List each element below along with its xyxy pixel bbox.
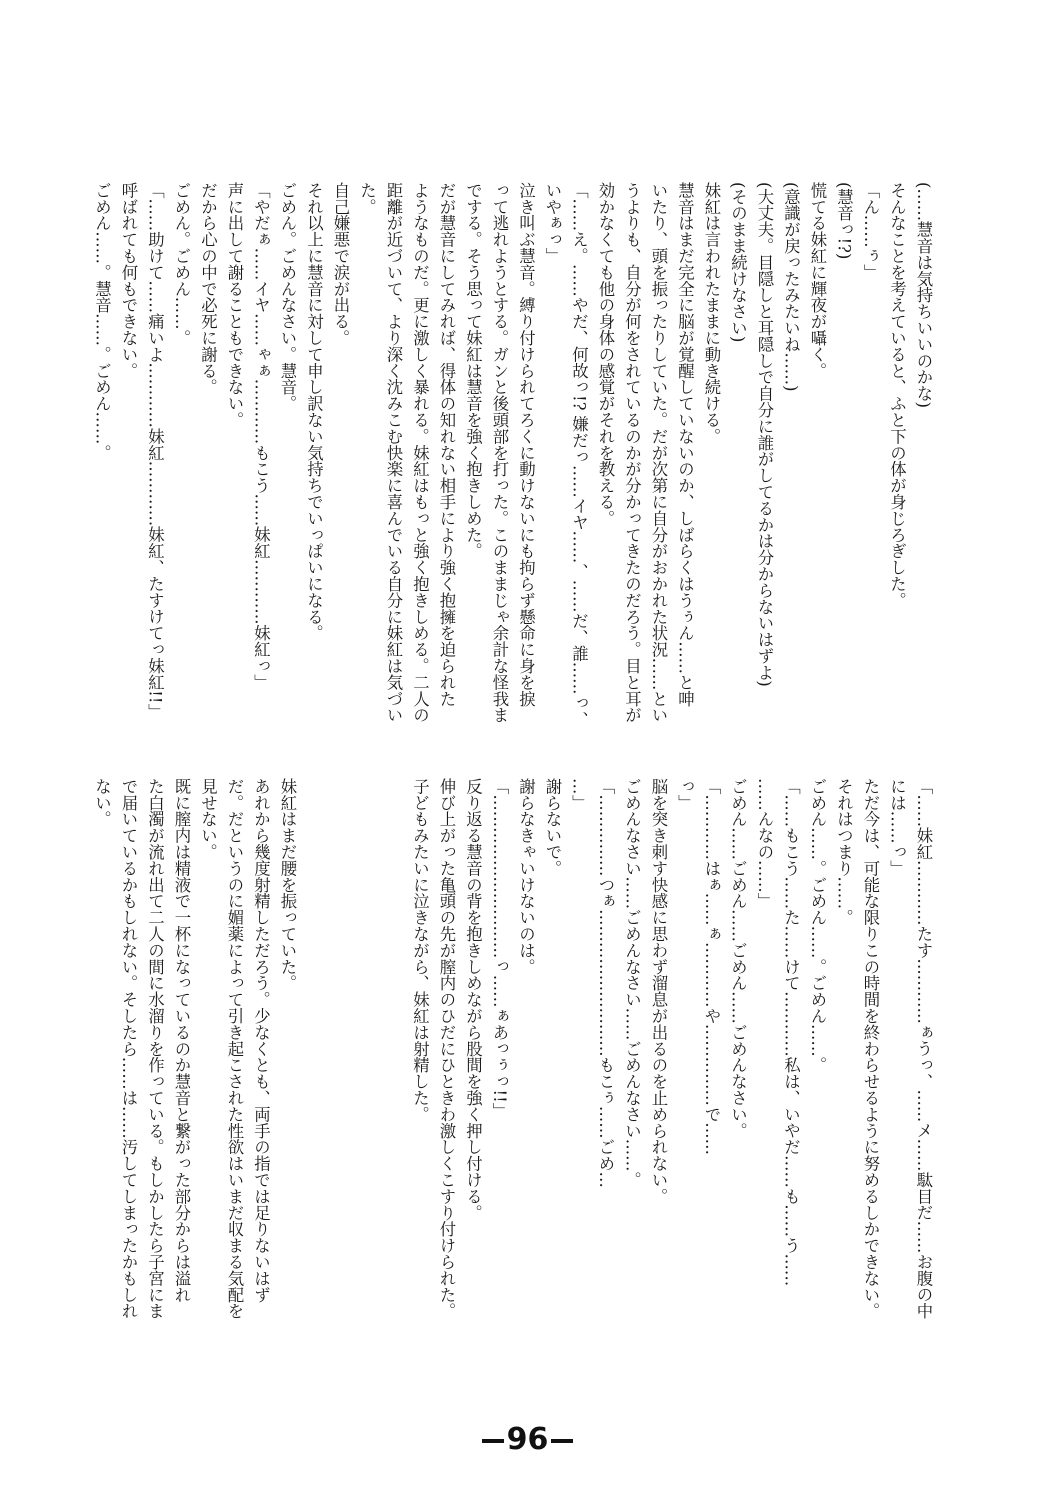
text-line: いたり、頭を振ったりしていた。だが次第に自分がおかれた状況……とい [649,182,668,724]
text-line: (大丈夫。目隠しと耳隠しで自分に誰がしてるかは分からないはずよ) [755,182,774,687]
page-number [0,1422,1055,1457]
text-line: 脳を突き刺す快感に思わず溜息が出るのを止められない。 [649,778,668,1205]
text-line: 泣き叫ぶ慧音。縛り付けられてろくに動けないにも拘らず懸命に身を捩 [516,182,536,707]
text-line: そんなことを考えていると、ふと下の体が身じろぎした。 [887,182,907,609]
top-text-block [88,182,936,752]
dash-left [482,1439,504,1443]
text-line: (そのまま続けなさい) [728,182,748,343]
text-line: ただ今は、可能な限りこの時間を終わらせるように努めるしかできない。 [861,778,880,1320]
text-line: で届いているかもしれない。そしたら……は……汚してしまったかもしれ [119,778,138,1320]
text-line: 妹紅はまだ腰を振っていた。 [278,778,297,992]
text-line: 「……………つぁ………………………もこぅ……ごめ… [596,778,615,1188]
text-line: 謝らなきゃいけないのは。 [516,778,536,975]
text-line: 「…………はぁ……ぁ…………や……………で…… [702,778,721,1156]
text-line: 呼ばれても何もできない。 [119,182,138,379]
text-line: だから心の中で必死に謝る。 [198,182,218,396]
text-line: …」 [569,778,589,811]
text-line: 既に膣内は精液で一杯になっているのか慧音と繋がった部分からは溢れ [172,778,191,1303]
text-line: 子どもみたいに泣きながら、妹紅は射精した。 [410,778,430,1123]
text-line: それはつまり……。 [834,778,854,926]
text-line: 「ん……ぅ」 [861,182,880,281]
text-line: 伸び上がった亀頭の先が膣内のひだにひときわ激しくこすり付けられた。 [437,778,456,1320]
text-line: ごめん。ごめん……。 [172,182,191,346]
text-line: ごめん……ごめん……ごめん……ごめんなさい。 [728,778,748,1139]
text-line: 「…………………………っ……ぁあっぅっ!!」 [490,778,509,1120]
text-line: た白濁が流れ出て二人の間に水溜りを作っている。もしかしたら子宮にま [145,778,165,1320]
section-break [300,778,406,1348]
text-line: だが慧音にしてみれば、得体の知れない相手により強く抱擁を迫られた [437,182,456,707]
text-line: あれから幾度射精しただろう。少なくとも、両手の指では足りないはず [251,778,271,1303]
text-line: 効かなくても他の身体の感覚がそれを教える。 [596,182,615,527]
text-line: 距離が近づいて、より深く沈みこむ快楽に喜んでいる自分に妹紅は気づい [384,182,403,724]
text-line: 「……妹紅…………たす…………ぁうっ、……メ……駄目だ……お腹の中 [914,778,933,1320]
text-line: 反り返る慧音の背を抱きしめながら股間を強く押し付ける。 [463,778,483,1221]
text-line: 謝らないで。 [543,778,562,877]
text-line: ごめん。ごめんなさい。慧音。 [278,182,297,412]
page-number-text: 96 [506,1422,549,1457]
text-line: (慧音っ!?) [834,182,854,260]
text-line: 自己嫌悪で涙が出る。 [331,182,350,346]
text-line: 「……もこう……た……けて…………私は、いやだ……も……う…… [781,778,801,1287]
text-line: ようなものだ。更に激しく暴れる。妹紅はもっと強く抱きしめる。二人の [410,182,430,724]
text-line: ない。 [92,778,112,828]
text-line: いやぁっ」 [543,182,562,264]
text-line: 慌てる妹紅に輝夜が囁く。 [808,182,827,379]
text-line: には……っ」 [887,778,907,877]
text-line: 「……え。……やだ、何故っ!? 嫌だっ……イヤ……、……だ、誰……っ、 [569,182,589,728]
text-line: 声に出して謝ることもできない。 [225,182,244,428]
bottom-text-block [88,778,936,1348]
text-line: 妹紅は言われたままに動き続ける。 [702,182,721,445]
text-line: だ。だというのに媚薬によって引き起こされた性欲はいまだ収まる気配を [225,778,244,1320]
text-line: ごめん……。ごめん……。ごめん……。 [808,778,827,1074]
dash-right [551,1439,573,1443]
text-line: それ以上に慧音に対して申し訳ない気持ちでいっぱいになる。 [304,182,324,642]
text-line: (……慧音は気持ちいいのかな) [914,182,933,408]
text-line: でする。そう思って妹紅は慧音を強く抱きしめた。 [463,182,483,560]
text-line: 「やだぁ……イヤ……ゃぁ…………もこう……妹紅…………妹紅っ」 [251,182,271,691]
text-line: っ」 [675,778,695,811]
text-line: 慧音はまだ完全に脳が覚醒していないのか、しばらくはうぅん……と呻 [675,182,695,707]
text-line: ごめんなさい……ごめんなさい……ごめんなさい……。 [622,778,642,1188]
text-line: (意識が戻ったみたいね……) [781,182,801,392]
text-line: って逃れようとする。ガンと後頭部を打った。このままじゃ余計な怪我ま [490,182,509,724]
text-line: た。 [357,182,377,215]
text-line: 「……助けて……痛いよ…………妹紅…………妹紅、たすけてっ妹紅!!」 [145,182,165,720]
text-line: ……んなの……」 [755,778,774,910]
text-line: うよりも、自分が何をされているのかが分かってきたのだろう。目と耳が [622,182,642,724]
text-line: 見せない。 [198,778,218,860]
text-line: ごめん……。慧音……。ごめん……。 [92,182,112,461]
